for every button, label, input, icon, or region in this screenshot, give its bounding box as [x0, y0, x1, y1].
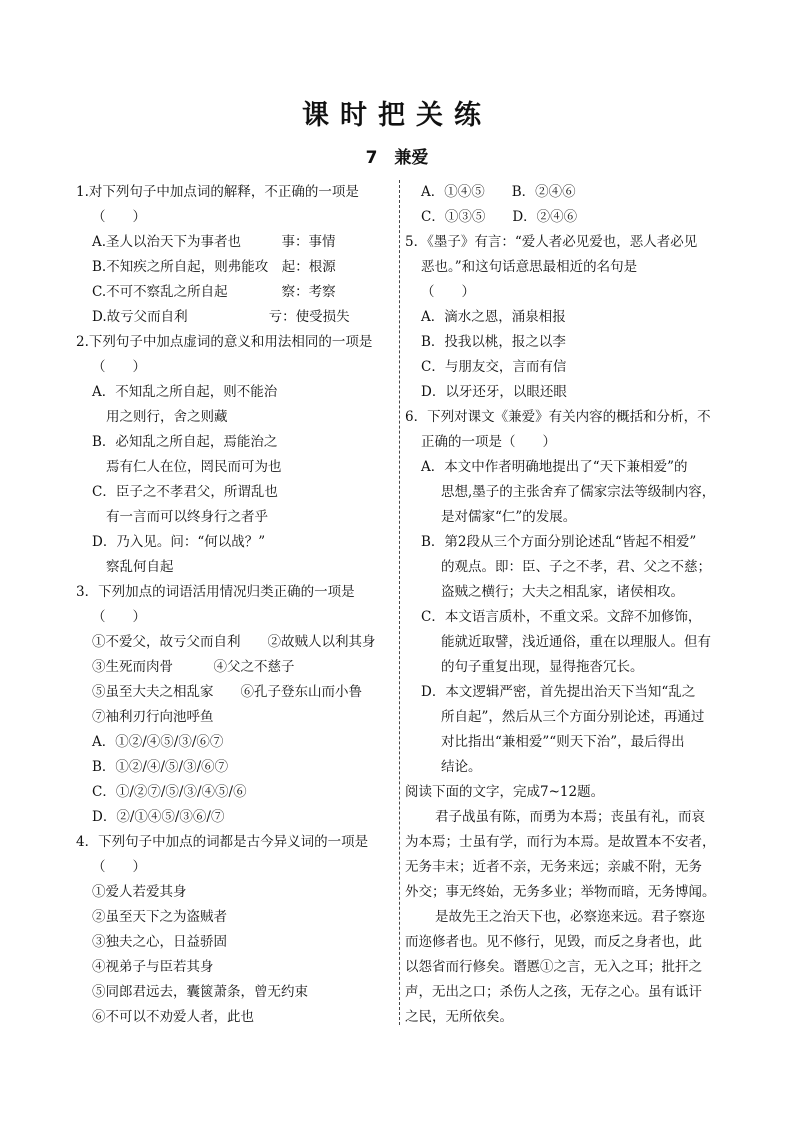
text-line: D．本文逻辑严密，首先提出治天下当知“乱之 — [421, 684, 696, 700]
right-column — [405, 180, 735, 1030]
text-line: ③生死而肉骨 ④父之不慈子 — [92, 659, 295, 675]
text-line: 结论。 — [441, 759, 482, 775]
text-line: 的观点。即：臣、子之不孝，君、父之不慈； — [441, 559, 711, 575]
text-line: C．与朋友交，言而有信 — [421, 359, 567, 375]
text-line: ②虽至天下之为盗贼者 — [92, 909, 227, 925]
text-line: ①爱人若爱其身 — [92, 884, 187, 900]
page-title: 课时把关练 — [302, 100, 492, 131]
text-line: 的句子重复出现，显得拖沓冗长。 — [441, 659, 644, 675]
text-line: 而迩修者也。见不修行，见毁，而反之身者也，此 — [405, 934, 702, 950]
text-line: 之民，无所依矣。 — [405, 1009, 513, 1025]
text-line: （ ） — [92, 359, 146, 375]
text-line: 1.对下列句子中加点词的解释，不正确的一项是 — [76, 184, 359, 200]
text-line: （ ） — [92, 209, 146, 225]
text-line: 思想,墨子的主张舍弃了儒家宗法等级制内容， — [441, 484, 716, 500]
text-line: （ ） — [92, 609, 146, 625]
text-line: D.故亏父而自利 亏：使受损失 — [92, 309, 350, 325]
text-line: ①不爱父，故亏父而自利 ②故贼人以利其身 — [92, 634, 376, 650]
text-line: （ ） — [421, 284, 475, 300]
text-line: C．臣子之不孝君父，所谓乱也 — [92, 484, 278, 500]
text-line: 正确的一项是（ ） — [421, 434, 556, 450]
text-line: B．①②/④/⑤/③/⑥⑦ — [92, 759, 229, 775]
text-line: ⑤虽至大夫之相乱家 ⑥孔子登东山而小鲁 — [92, 684, 362, 700]
left-column — [76, 180, 394, 1030]
text-line: 察乱何自起 — [106, 559, 174, 575]
text-line: 焉有仁人在位，罔民而可为也 — [106, 459, 282, 475]
text-line: ③独夫之心，日益骄固 — [92, 934, 227, 950]
text-line: 是对儒家“仁”的发展。 — [441, 509, 577, 525]
text-line: C．①③⑤ D．②④⑥ — [421, 209, 578, 225]
text-line: C．本文语言质朴，不重文采。文辞不加修饰， — [421, 609, 702, 625]
text-line: B．必知乱之所自起，焉能治之 — [92, 434, 278, 450]
text-line: 用之则行，舍之则藏 — [106, 409, 228, 425]
text-line: A.圣人以治天下为事者也 事：事情 — [92, 234, 336, 250]
text-line: 外交；事无终始，无务多业；举物而暗，无务博闻。 — [405, 884, 716, 900]
text-line: 对比指出“兼相爱”“则天下治”，最后得出 — [441, 734, 685, 750]
text-line: ④视弟子与臣若其身 — [92, 959, 214, 975]
text-line: ⑥不可以不劝爱人者，此也 — [92, 1009, 254, 1025]
text-line: 有一言而可以终身行之者乎 — [106, 509, 268, 525]
text-line: 是故先王之治天下也，必察迩来远。君子察迩 — [435, 909, 705, 925]
column-divider — [399, 180, 400, 1025]
text-line: ⑤同郎君远去，囊篋萧条，曾无约束 — [92, 984, 308, 1000]
text-line: 为本焉；士虽有学，而行为本焉。是故置本不安者， — [405, 834, 716, 850]
text-line: 能就近取譬，浅近通俗，重在以理服人。但有 — [441, 634, 711, 650]
text-line: 3．下列加点的词语活用情况归类正确的一项是 — [76, 584, 355, 600]
text-line: 所自起”，然后从三个方面分别论述，再通过 — [441, 709, 705, 725]
text-line: 以怨省而行修矣。谮慝①之言，无入之耳；批扞之 — [405, 959, 702, 975]
text-line: C．①/②⑦/⑤/③/④⑤/⑥ — [92, 784, 247, 800]
text-line: 声，无出之口；杀伤人之孩，无存之心。虽有诋讦 — [405, 984, 702, 1000]
lesson-title: 7 兼爱 — [365, 148, 429, 168]
text-line: B．第2段从三个方面分别论述乱“皆起不相爱” — [421, 534, 697, 550]
text-line: A．本文中作者明确地提出了“天下兼相爱”的 — [421, 459, 688, 475]
text-line: 无务丰末；近者不亲，无务来远；亲戚不附，无务 — [405, 859, 702, 875]
text-line: 5．《墨子》有言：“爱人者必见爱也，恶人者必见 — [405, 234, 698, 250]
text-line: B.不知疾之所自起，则弗能攻 起：根源 — [92, 259, 336, 275]
text-line: A．不知乱之所自起，则不能治 — [92, 384, 278, 400]
text-line: 君子战虽有陈，而勇为本焉；丧虽有礼，而哀 — [435, 809, 705, 825]
text-line: 盗贼之横行；大夫之相乱家，诸侯相攻。 — [441, 584, 684, 600]
text-line: ⑦袖利刃行向池呼鱼 — [92, 709, 214, 725]
text-line: 4．下列句子中加点的词都是古今异义词的一项是 — [76, 834, 369, 850]
text-line: 恶也。”和这句话意思最相近的名句是 — [421, 259, 638, 275]
text-line: 阅读下面的文字，完成7~12题。 — [405, 784, 605, 800]
text-line: 6．下列对课文《兼爱》有关内容的概括和分析，不 — [405, 409, 711, 425]
text-line: 2.下列句子中加点虚词的意义和用法相同的一项是 — [76, 334, 373, 350]
text-line: A．①④⑤ B．②④⑥ — [421, 184, 576, 200]
text-line: D．以牙还牙，以眼还眼 — [421, 384, 567, 400]
text-line: A．滴水之恩，涌泉相报 — [421, 309, 566, 325]
text-line: （ ） — [92, 859, 146, 875]
text-line: D．乃入见。问：“何以战？” — [92, 534, 266, 550]
text-line: B．投我以桃，报之以李 — [421, 334, 566, 350]
text-line: D．②/①④⑤/③⑥/⑦ — [92, 809, 225, 825]
text-line: C.不可不察乱之所自起 察：考察 — [92, 284, 336, 300]
text-line: A．①②/④⑤/③/⑥⑦ — [92, 734, 224, 750]
